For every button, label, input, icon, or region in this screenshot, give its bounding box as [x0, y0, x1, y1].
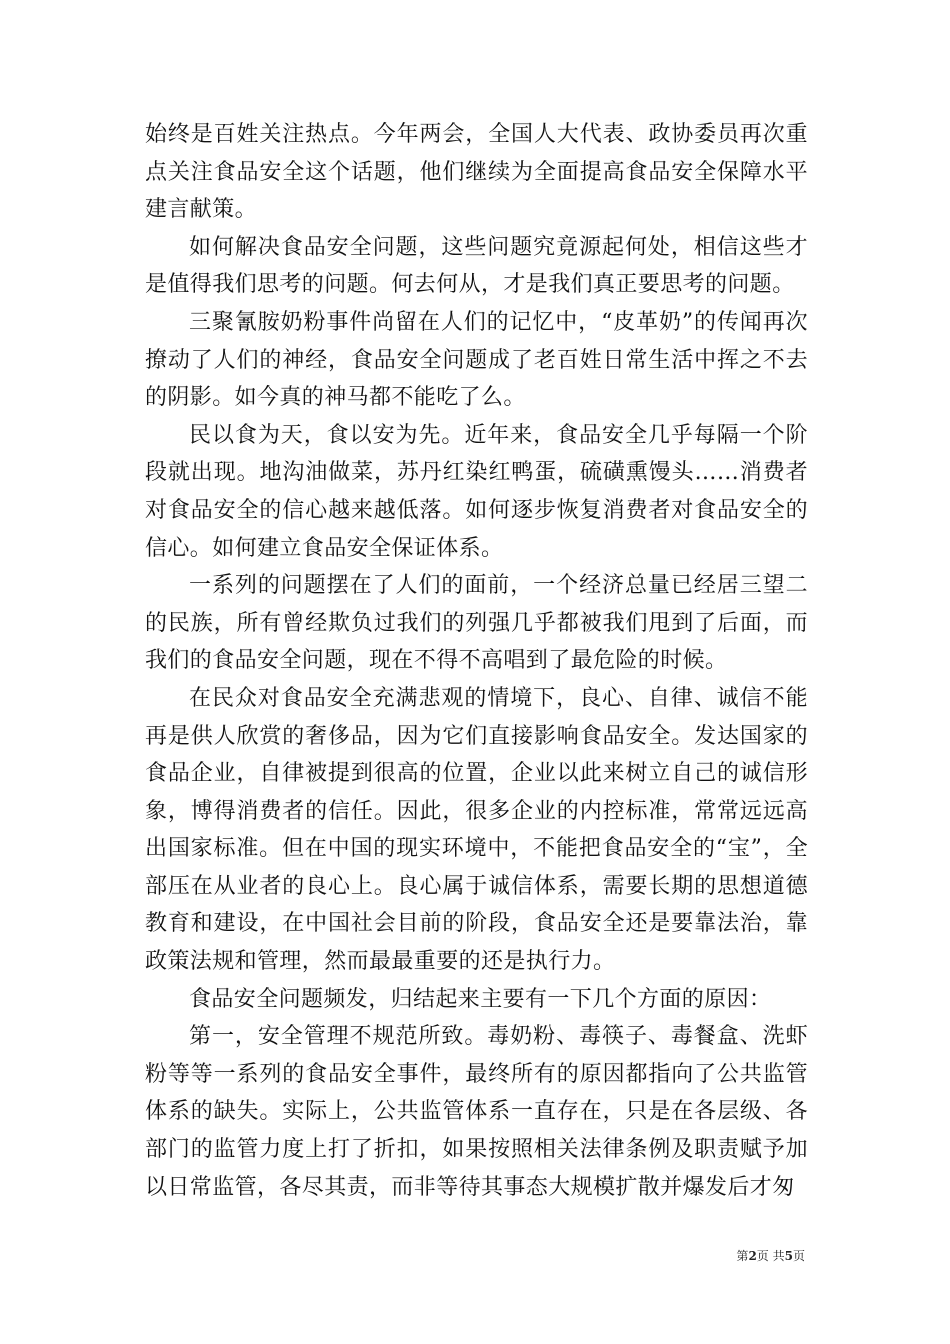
total-pages-number: 5	[784, 1249, 793, 1263]
document-body	[145, 116, 808, 1206]
paragraph-6: 在民众对食品安全充满悲观的情境下，良心、自律、诚信不能再是供人欣赏的奢侈品，因为它们直接影响食品安全。发达国家的食品企业，自律被提到很高的位置，企业以此来树立自己的诚信形象，博得消费者的信任。因此，很多企业的内控标准，常常远远高出国家标准。但在中国的现实环境中，不能把食品安全的“宝”，全部压在从业者的良心上。良心属于诚信体系，需要长期的思想道德教育和建设，在中国社会目前的阶段，食品安全还是要靠法治，靠政策法规和管理，然而最最重要的还是执行力。	[145, 685, 808, 975]
paragraph-8: 第一，安全管理不规范所致。毒奶粉、毒筷子、毒餐盒、洗虾粉等等一系列的食品安全事件，最终所有的原因都指向了公共监管体系的缺失。实际上，公共监管体系一直存在，只是在各层级、各部门的监管力度上打了折扣，如果按照相关法律条例及职责赋予加以日常监管，各尽其责，而非等待其事态大规模扩散并爆发后才匆	[145, 1024, 808, 1200]
current-page-number: 2	[748, 1249, 757, 1263]
paragraph-2: 如何解决食品安全问题，这些问题究竟源起何处，相信这些才是值得我们思考的问题。何去何从，才是我们真正要思考的问题。	[145, 234, 808, 298]
paragraph-5: 一系列的问题摆在了人们的面前，一个经济总量已经居三望二的民族，所有曾经欺负过我们的列强几乎都被我们甩到了后面，而我们的食品安全问题，现在不得不高唱到了最危险的时候。	[145, 573, 808, 674]
paragraph-1: 始终是百姓关注热点。今年两会，全国人大代表、政协委员再次重点关注食品安全这个话题，他们继续为全面提高食品安全保障水平建言献策。	[145, 122, 808, 223]
footer-prefix: 第	[736, 1249, 749, 1263]
footer-suffix: 页	[792, 1249, 805, 1263]
paragraph-3: 三聚氰胺奶粉事件尚留在人们的记忆中，“皮革奶”的传闻再次撩动了人们的神经，食品安全问题成了老百姓日常生活中挥之不去的阴影。如今真的神马都不能吃了么。	[145, 309, 808, 411]
page-number-footer	[736, 1247, 805, 1264]
footer-middle: 页 共	[756, 1249, 785, 1263]
paragraph-4: 民以食为天，食以安为先。近年来，食品安全几乎每隔一个阶段就出现。地沟油做菜，苏丹红染红鸭蛋，硫磺熏馒头……消费者对食品安全的信心越来越低落。如何逐步恢复消费者对食品安全的信心。如何建立食品安全保证体系。	[145, 422, 808, 561]
paragraph-7: 食品安全问题频发，归结起来主要有一下几个方面的原因：	[189, 986, 772, 1012]
